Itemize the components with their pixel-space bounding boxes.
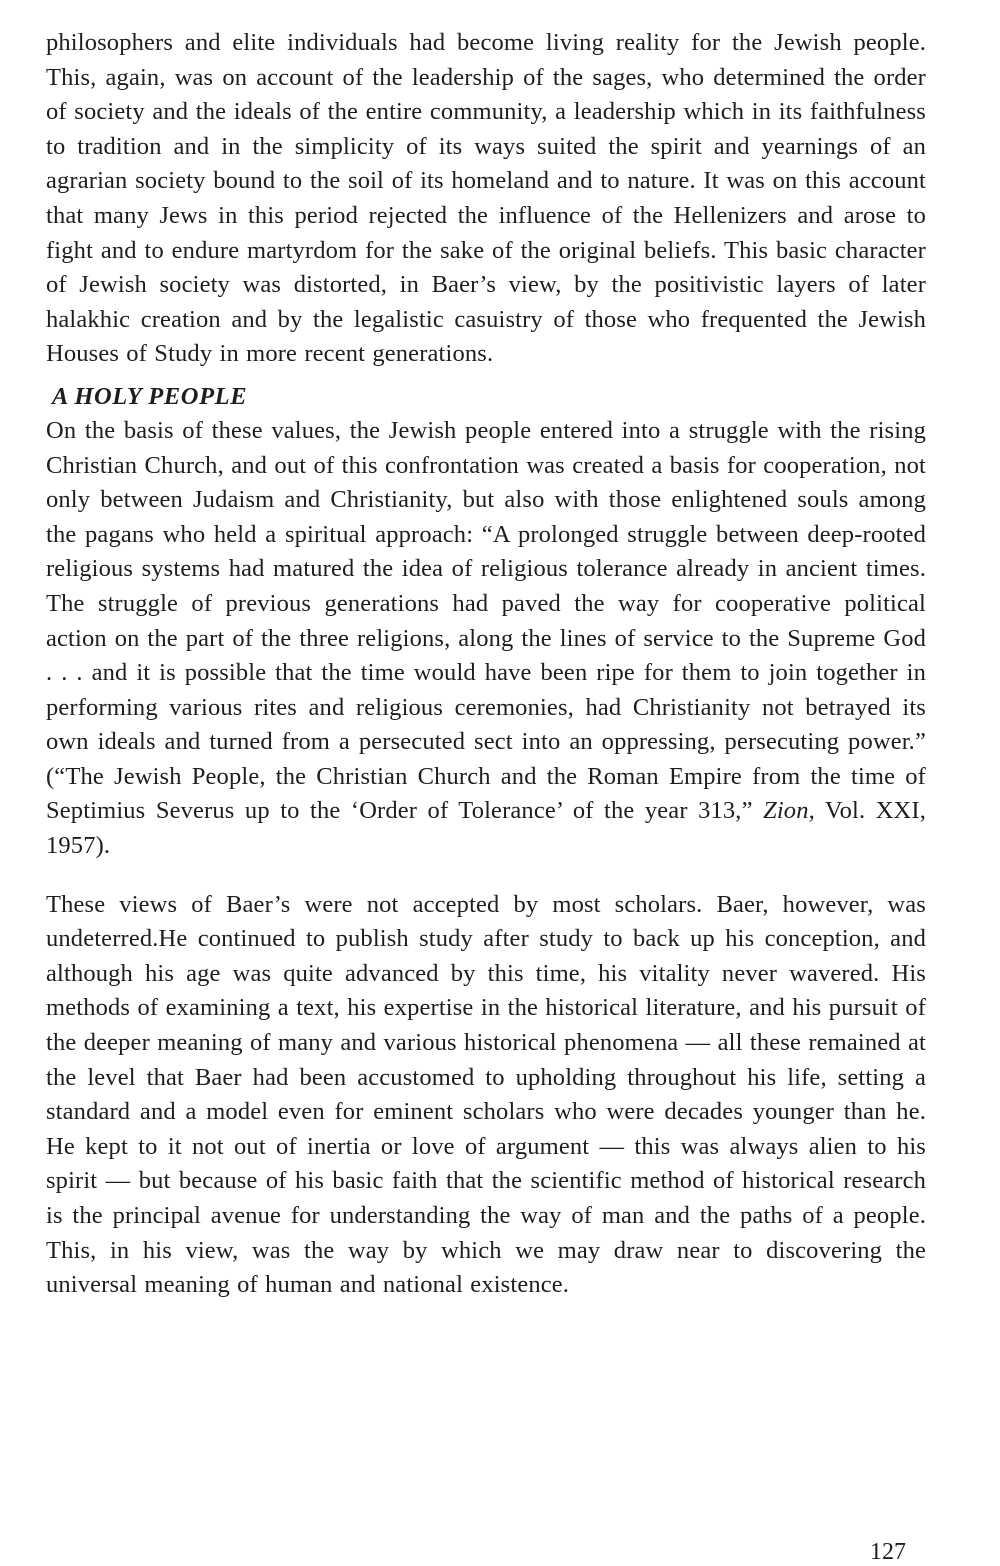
- journal-title: Zion,: [763, 797, 815, 825]
- section-heading: A HOLY PEOPLE: [52, 382, 248, 410]
- paragraph-text: On the basis of these values, the Jewish people entered into a struggle with the rising Christian Church, and out of this confrontation was created a basis for cooperation, not only between Judaism and Christianity, but also with those enlightened souls among the pagans who held a spiritual approach: “A prolonged struggle between deep-rooted religious systems had matured the idea of religious tolerance already in ancient times. The struggle of previous generations had paved the way for cooperative political action on the part of the three religions, along the lines of service to the Supreme God . . . and it is possible that the time would have been ripe for them to join together in performing various rites and religious ceremonies, had Christianity not betrayed its own ideals and turned from a persecuted sect into an oppressing, persecuting power.” (“The Jewish People, the Christian Church and the Roman Empire from the time of Septimius Severus up to the ‘Order of Tolerance’ of the year 313,”: [46, 416, 926, 825]
- paragraph-spacer: [46, 864, 926, 888]
- page-number: 127: [870, 1539, 906, 1565]
- paragraph-continuation: philosophers and elite individuals had become living reality for the Jewish people. This, again, was on account of the leadership of the sages, who determined the order of society and the ideals of the entire community, a leadership which in its faithfulness to tradition and in the simplicity of its ways suited the spirit and yearnings of an agrarian society bound to the soil of its homeland and to nature. It was on this account that many Jews in this period rejected the influence of the Hellenizers and arose to fight and to endure martyrdom for the sake of the original beliefs. This basic character of Jewish society was distorted, in Baer’s view, by the positivistic layers of later halakhic creation and by the legalistic casuistry of those who frequented the Jewish Houses of Study in more recent generations.: [46, 29, 926, 368]
- page-body: [46, 26, 926, 1303]
- paragraph-text: Vol. XXI, 1957).: [46, 797, 926, 860]
- paragraph-baer-views: These views of Baer’s were not accepted by most scholars. Baer, however, was undeterred.He continued to publish study after study to back up his conception, and although his age was quite advanced by this time, his vitality never wavered. His methods of examining a text, his expertise in the historical literature, and his pursuit of the deeper meaning of many and various historical phenomena — all these remained at the level that Baer had been accustomed to upholding throughout his life, setting a standard and a model even for eminent scholars who were decades younger than he. He kept to it not out of inertia or love of argument — this was always alien to his spirit — but because of his basic faith that the scientific method of historical research is the principal avenue for understanding the way of man and the paths of a people. This, in his view, was the way by which we may draw near to discovering the universal meaning of human and national existence.: [46, 890, 926, 1299]
- paragraph-holy-people: [46, 414, 926, 864]
